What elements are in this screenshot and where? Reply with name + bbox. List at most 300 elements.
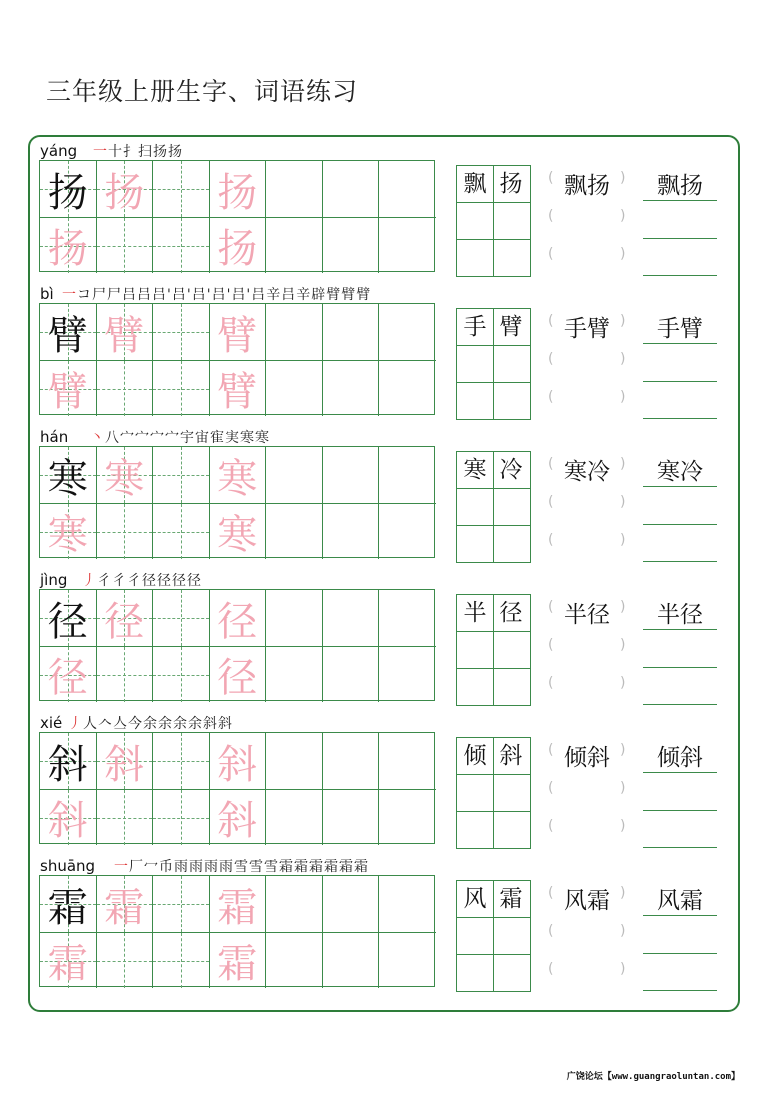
stroke-step: 丶 [90,430,105,446]
paren-open: ( [548,351,554,367]
model-character: 臂 [47,312,88,359]
paren-word: 手臂 [564,316,610,342]
grid-cell[interactable] [323,646,380,702]
word-grid [456,308,531,420]
paren-close: ) [620,389,626,405]
grid-line [457,202,530,203]
grid-cell[interactable] [379,447,436,503]
stroke-step: 扬 [168,144,183,160]
word-grid [456,880,531,992]
grid-cell[interactable] [266,447,323,503]
stroke-order [62,284,371,304]
grid-cell[interactable] [153,932,210,988]
grid-cell[interactable] [153,217,210,273]
stroke-order [82,570,202,590]
word-char: 倾 [463,743,487,769]
paren-open: ( [548,923,554,939]
paren-close: ) [620,532,626,548]
stroke-step: 吕 [137,287,152,303]
paren-open: ( [548,313,554,329]
grid-cell[interactable] [379,590,436,646]
trace-character: 臂 [217,369,258,415]
trace-character: 扬 [104,169,145,216]
stroke-step: 丿 [82,573,97,589]
trace-character: 径 [47,655,88,701]
grid-cell[interactable] [323,789,380,845]
grid-cell[interactable] [210,646,267,702]
grid-cell[interactable] [266,646,323,702]
stroke-step: 径 [172,573,187,589]
paren-close: ) [620,351,626,367]
stroke-step: 吕 [122,287,137,303]
trace-character: 斜 [217,798,258,844]
stroke-step: 寉 [210,430,225,446]
grid-cell[interactable] [210,789,267,845]
stroke-step: 𠆢 [98,716,113,732]
word-char: 霜 [499,886,523,912]
paren-open: ( [548,456,554,472]
writing-line[interactable] [643,667,717,668]
grid-cell[interactable] [97,217,154,273]
grid-cell[interactable] [40,304,97,360]
grid-line [457,525,530,526]
stroke-step: 扌 [123,144,138,160]
grid-cell[interactable] [323,876,380,932]
grid-cell[interactable] [379,503,436,559]
stroke-step: 雪 [264,859,279,875]
writing-line[interactable] [643,810,717,811]
grid-cell[interactable] [379,789,436,845]
writing-grid [39,303,435,415]
grid-cell[interactable] [40,447,97,503]
grid-cell[interactable] [97,503,154,559]
grid-cell[interactable] [323,590,380,646]
grid-cell[interactable] [379,161,436,217]
char-block-3 [0,424,780,567]
stroke-step: 雨 [189,859,204,875]
stroke-step: 雨 [204,859,219,875]
trace-character: 霜 [217,941,258,987]
stroke-step: 実 [225,430,240,446]
word-grid [456,737,531,849]
writing-line[interactable] [643,953,717,954]
writing-line[interactable] [643,561,717,562]
writing-line[interactable] [643,200,717,201]
model-character: 扬 [47,169,88,216]
paren-open: ( [548,818,554,834]
stroke-step: 径 [187,573,202,589]
grid-cell[interactable] [210,876,267,932]
stroke-step: 余 [158,716,173,732]
grid-cell[interactable] [379,646,436,702]
grid-cell[interactable] [40,876,97,932]
grid-cell[interactable] [40,590,97,646]
writing-line[interactable] [643,275,717,276]
grid-cell[interactable] [266,217,323,273]
grid-cell[interactable] [323,304,380,360]
grid-cell[interactable] [40,161,97,217]
trace-character: 扬 [47,226,88,272]
grid-cell[interactable] [210,360,267,416]
stroke-order [114,856,369,876]
paren-close: ) [620,456,626,472]
grid-cell[interactable] [153,360,210,416]
stroke-step: 彳 [127,573,142,589]
grid-cell[interactable] [323,932,380,988]
footer-credit: 广饶论坛【www.guangraoluntan.com】 [566,1072,740,1082]
paren-open: ( [548,532,554,548]
underline-word: 倾斜 [657,745,703,771]
stroke-step: 斜 [218,716,233,732]
page-title: 三年级上册生字、词语练习 [46,77,359,106]
pinyin-label: shuāng [40,857,96,875]
word-model [457,881,529,917]
grid-cell[interactable] [153,646,210,702]
grid-cell[interactable] [97,789,154,845]
stroke-step: 彳 [97,573,112,589]
stroke-step: 吕' [152,287,172,303]
stroke-step: 臂 [341,287,357,303]
stroke-step: 霜 [354,859,369,875]
writing-line[interactable] [643,847,717,848]
word-char: 半 [463,600,487,626]
paren-open: ( [548,494,554,510]
stroke-step: 吕' [171,287,192,303]
paren-close: ) [620,599,626,615]
stroke-step: 宀 [120,430,135,446]
grid-cell[interactable] [266,360,323,416]
grid-cell[interactable] [40,217,97,273]
grid-cell[interactable] [153,447,210,503]
model-character: 霜 [47,884,88,931]
stroke-step: 扫 [138,144,153,160]
grid-cell[interactable] [153,590,210,646]
paren-open: ( [548,885,554,901]
stroke-step: 尸 [92,287,107,303]
stroke-step: 宀 [150,430,165,446]
stroke-step: 宙 [195,430,210,446]
word-char: 冷 [499,457,523,483]
grid-cell[interactable] [323,733,380,789]
grid-cell[interactable] [266,733,323,789]
stroke-step: 径 [157,573,172,589]
grid-cell[interactable] [266,932,323,988]
char-block-5 [0,710,780,853]
stroke-step: 宀 [135,430,150,446]
writing-line[interactable] [643,990,717,991]
grid-cell[interactable] [266,503,323,559]
writing-line[interactable] [643,915,717,916]
stroke-step: 吕辛 [281,287,312,303]
grid-cell[interactable] [210,217,267,273]
pinyin-label: jìng [40,571,68,589]
trace-character: 寒 [104,455,145,502]
pinyin-label: hán [40,428,69,446]
paren-open: ( [548,170,554,186]
stroke-step: 八 [105,430,120,446]
stroke-step: 余 [188,716,203,732]
paren-open: ( [548,246,554,262]
stroke-step: 一 [62,287,77,303]
grid-line [457,382,530,383]
word-char: 飘 [463,171,487,197]
stroke-step: 寒 [255,430,270,446]
paren-close: ) [620,246,626,262]
stroke-step: 霜 [309,859,324,875]
trace-character: 臂 [217,312,258,359]
writing-grid [39,160,435,272]
trace-character: 径 [104,598,145,645]
word-char: 臂 [499,314,523,340]
writing-line[interactable] [643,524,717,525]
stroke-step: 币 [159,859,174,875]
writing-grid [39,875,435,987]
underline-word: 寒冷 [657,459,703,485]
char-block-4 [0,567,780,710]
model-character: 径 [47,598,88,645]
writing-line[interactable] [643,238,717,239]
trace-character: 臂 [47,369,88,415]
stroke-step: 扬 [153,144,168,160]
stroke-step: 雪 [234,859,249,875]
stroke-order [90,427,270,447]
grid-cell[interactable] [210,161,267,217]
paren-close: ) [620,742,626,758]
writing-line[interactable] [643,418,717,419]
grid-cell[interactable] [379,932,436,988]
paren-close: ) [620,818,626,834]
char-block-2 [0,281,780,424]
grid-cell[interactable] [40,503,97,559]
trace-character: 径 [217,598,258,645]
grid-cell[interactable] [379,733,436,789]
word-grid [456,451,531,563]
grid-cell[interactable] [210,304,267,360]
word-model [457,166,529,202]
trace-character: 寒 [217,455,258,502]
grid-cell[interactable] [323,503,380,559]
paren-close: ) [620,780,626,796]
paren-open: ( [548,961,554,977]
grid-cell[interactable] [210,932,267,988]
grid-cell[interactable] [323,161,380,217]
grid-cell[interactable] [97,646,154,702]
grid-line [457,811,530,812]
paren-word: 倾斜 [564,745,610,771]
paren-close: ) [620,170,626,186]
underline-word: 半径 [657,602,703,628]
grid-cell[interactable] [153,503,210,559]
stroke-step: 霜 [339,859,354,875]
stroke-step: 厂 [129,859,144,875]
word-char: 径 [499,600,523,626]
grid-cell[interactable] [323,360,380,416]
stroke-step: 霜 [294,859,309,875]
grid-cell[interactable] [379,304,436,360]
writing-grid [39,446,435,558]
stroke-step: 径 [142,573,157,589]
paren-close: ) [620,885,626,901]
paren-open: ( [548,208,554,224]
paren-open: ( [548,675,554,691]
grid-cell[interactable] [40,646,97,702]
pinyin-label: xié [40,714,63,732]
word-model [457,309,529,345]
stroke-step: 吕' [211,287,232,303]
stroke-step: 臂 [326,287,342,303]
word-model [457,595,529,631]
stroke-step: 宀 [165,430,180,446]
underline-word: 飘扬 [657,173,703,199]
trace-character: 臂 [104,312,145,359]
word-model [457,452,529,488]
stroke-step: 吕辛 [251,287,282,303]
stroke-step: 辟 [311,287,327,303]
trace-character: 扬 [217,169,258,216]
grid-cell[interactable] [153,876,210,932]
trace-character: 扬 [217,226,258,272]
paren-word: 半径 [564,602,610,628]
writing-line[interactable] [643,486,717,487]
stroke-step: 今 [128,716,143,732]
char-block-1 [0,138,780,281]
grid-cell[interactable] [379,217,436,273]
stroke-step: 尸 [107,287,122,303]
word-model [457,738,529,774]
writing-line[interactable] [643,772,717,773]
stroke-order [93,141,183,161]
grid-cell[interactable] [323,217,380,273]
grid-cell[interactable] [210,447,267,503]
stroke-step: 霜 [324,859,339,875]
grid-line [457,631,530,632]
grid-cell[interactable] [97,304,154,360]
pinyin-label: yáng [40,142,78,160]
stroke-step: 雨 [219,859,234,875]
paren-open: ( [548,389,554,405]
paren-word: 飘扬 [564,173,610,199]
trace-character: 径 [217,655,258,701]
grid-cell[interactable] [40,360,97,416]
grid-cell[interactable] [97,590,154,646]
stroke-step: 冖 [144,859,159,875]
grid-cell[interactable] [40,733,97,789]
grid-cell[interactable] [97,733,154,789]
stroke-step: 亼 [113,716,128,732]
paren-open: ( [548,637,554,653]
stroke-step: 吕' [231,287,252,303]
word-char: 手 [463,314,487,340]
stroke-step: 人 [83,716,98,732]
stroke-step: 雨 [174,859,189,875]
grid-cell[interactable] [97,360,154,416]
grid-cell[interactable] [379,876,436,932]
grid-cell[interactable] [323,447,380,503]
stroke-step: 霜 [279,859,294,875]
underline-word: 手臂 [657,316,703,342]
grid-cell[interactable] [97,932,154,988]
word-char: 斜 [499,743,523,769]
writing-line[interactable] [643,704,717,705]
word-char: 风 [463,886,487,912]
pinyin-label: bì [40,285,54,303]
paren-close: ) [620,637,626,653]
writing-line[interactable] [643,629,717,630]
stroke-step: 寒 [240,430,255,446]
writing-grid [39,589,435,701]
writing-line[interactable] [643,343,717,344]
stroke-step: 丿 [68,716,83,732]
word-grid [456,165,531,277]
grid-cell[interactable] [266,161,323,217]
paren-close: ) [620,494,626,510]
grid-cell[interactable] [97,876,154,932]
grid-cell[interactable] [153,789,210,845]
stroke-step: 雪 [249,859,264,875]
grid-cell[interactable] [266,590,323,646]
underline-word: 风霜 [657,888,703,914]
paren-open: ( [548,780,554,796]
grid-cell[interactable] [153,733,210,789]
stroke-step: 余 [173,716,188,732]
stroke-step: 斜 [203,716,218,732]
grid-line [457,917,530,918]
stroke-step: 臂 [356,287,372,303]
model-character: 斜 [47,741,88,788]
grid-cell[interactable] [266,876,323,932]
paren-word: 风霜 [564,888,610,914]
paren-word: 寒冷 [564,459,610,485]
trace-character: 斜 [104,741,145,788]
grid-cell[interactable] [210,733,267,789]
trace-character: 霜 [217,884,258,931]
grid-cell[interactable] [379,360,436,416]
grid-cell[interactable] [97,447,154,503]
grid-cell[interactable] [266,304,323,360]
grid-cell[interactable] [153,161,210,217]
stroke-step: 十 [108,144,123,160]
grid-line [457,239,530,240]
grid-cell[interactable] [40,789,97,845]
writing-grid [39,732,435,844]
grid-line [457,774,530,775]
writing-line[interactable] [643,381,717,382]
grid-cell[interactable] [210,590,267,646]
grid-line [457,488,530,489]
grid-cell[interactable] [210,503,267,559]
stroke-step: コ [77,287,92,303]
stroke-step: 一 [114,859,129,875]
paren-close: ) [620,675,626,691]
paren-close: ) [620,313,626,329]
trace-character: 寒 [47,512,88,558]
trace-character: 斜 [217,741,258,788]
grid-line [457,954,530,955]
trace-character: 寒 [217,512,258,558]
stroke-step: 吕' [191,287,212,303]
grid-cell[interactable] [153,304,210,360]
grid-cell[interactable] [97,161,154,217]
stroke-order [68,713,233,733]
stroke-step: 一 [93,144,108,160]
word-char: 扬 [499,171,523,197]
grid-cell[interactable] [266,789,323,845]
trace-character: 霜 [47,941,88,987]
trace-character: 斜 [47,798,88,844]
paren-open: ( [548,599,554,615]
grid-cell[interactable] [40,932,97,988]
paren-open: ( [548,742,554,758]
